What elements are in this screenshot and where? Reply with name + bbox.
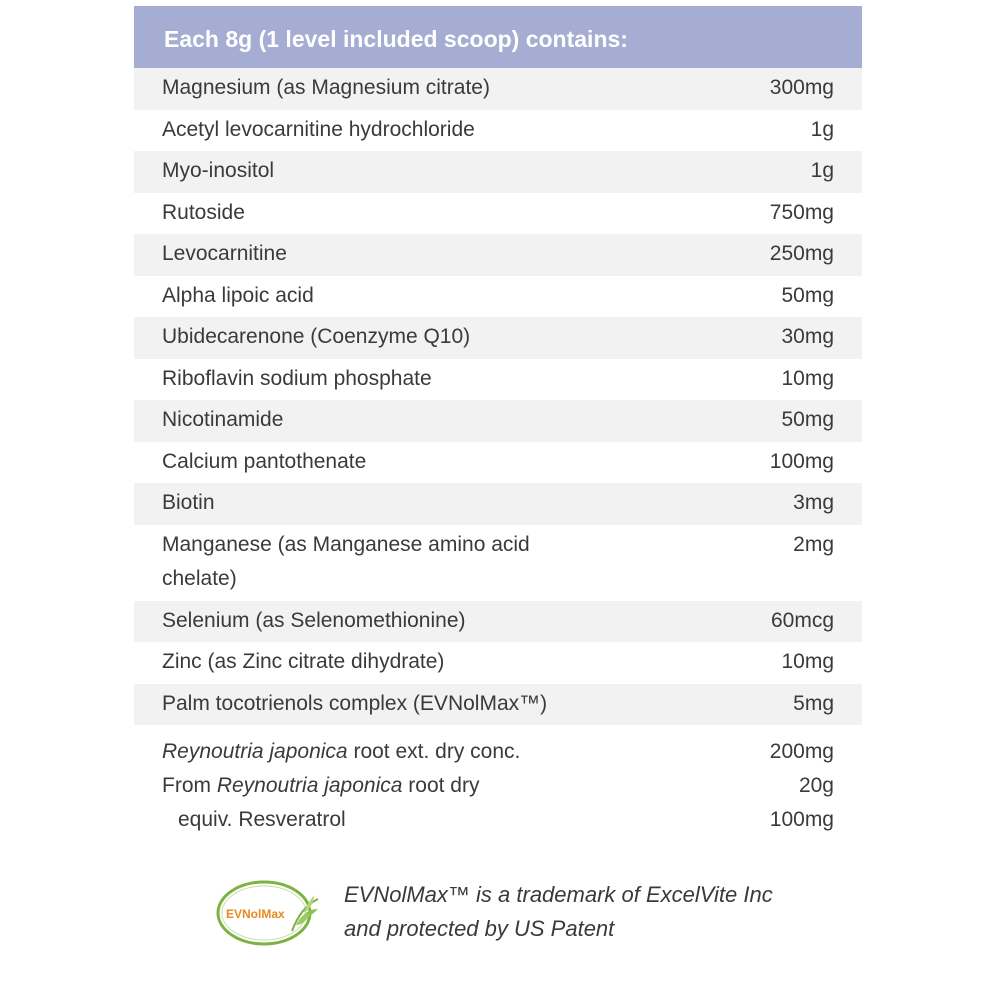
ingredient-amount: 3mg: [793, 491, 834, 514]
table-row: [134, 110, 862, 152]
table-row: [134, 601, 862, 643]
ingredient-amount: 10mg: [781, 366, 834, 390]
patent-line: and protected by US Patent: [344, 916, 615, 941]
ingredient-name: Magnesium (as Magnesium citrate): [162, 76, 490, 99]
trademark-footer: [214, 872, 814, 952]
ingredient-name: Levocarnitine: [162, 242, 287, 265]
table-row: [134, 234, 862, 276]
ingredient-amount: 100mg: [769, 449, 834, 473]
ingredient-name: Selenium (as Selenomethionine): [162, 608, 466, 632]
sub-line-resveratrol: [162, 803, 834, 837]
trademark-note: [344, 878, 773, 946]
table-header: Each 8g (1 level included scoop) contains:: [134, 6, 862, 68]
ingredient-name: Calcium pantothenate: [162, 449, 367, 473]
ingredient-name: Acetyl levocarnitine hydrochloride: [162, 117, 475, 141]
ingredients-table: [134, 6, 862, 829]
table-row: [134, 68, 862, 110]
table-row: [134, 276, 862, 318]
table-row: [134, 525, 862, 601]
ingredient-name: Reynoutria japonica root ext. dry conc.: [162, 740, 521, 763]
table-row: [134, 151, 862, 193]
ingredient-amount: 60mcg: [770, 608, 834, 632]
ingredient-amount: 2mg: [793, 532, 834, 556]
table-row: [134, 642, 862, 684]
ingredient-amount: 20g: [798, 774, 834, 797]
table-row: [134, 359, 862, 401]
ingredient-amount: 1g: [810, 117, 834, 141]
ingredient-name: From Reynoutria japonica root dry: [162, 774, 480, 797]
ingredient-name: Ubidecarenone (Coenzyme Q10): [162, 325, 471, 348]
ingredient-amount: 250mg: [769, 242, 834, 265]
table-row: [134, 400, 862, 442]
ingredient-name: Biotin: [162, 491, 215, 514]
table-row-resveratrol: [134, 725, 862, 829]
ingredient-name: Manganese (as Manganese amino acid chelate): [162, 532, 530, 590]
ingredient-name: Myo-inositol: [162, 159, 275, 182]
logo-text: EVNolMax: [226, 907, 285, 921]
ingredient-amount: 100mg: [769, 808, 834, 831]
table-row: [134, 442, 862, 484]
ingredient-amount: 750mg: [769, 200, 834, 224]
ingredient-amount: 200mg: [769, 740, 834, 763]
ingredient-name: equiv. Resveratrol: [178, 808, 346, 831]
table-row: [134, 193, 862, 235]
ingredient-amount: 5mg: [793, 691, 834, 715]
ingredient-name: Riboflavin sodium phosphate: [162, 366, 432, 390]
leaf-logo-icon: [214, 875, 322, 949]
ingredient-amount: 10mg: [781, 650, 834, 673]
sub-line-extract: [162, 735, 834, 769]
table-row: [134, 684, 862, 726]
trademark-line: EVNolMax™ is a trademark of ExcelVite Inc: [344, 882, 773, 907]
ingredient-name: Alpha lipoic acid: [162, 283, 314, 307]
table-row: [134, 317, 862, 359]
ingredient-name: Rutoside: [162, 200, 245, 224]
ingredient-name: Zinc (as Zinc citrate dihydrate): [162, 650, 445, 673]
ingredient-amount: 30mg: [781, 325, 834, 348]
ingredient-amount: 300mg: [769, 76, 834, 99]
ingredient-amount: 50mg: [781, 283, 834, 307]
ingredient-amount: 1g: [810, 159, 834, 182]
ingredient-name: Palm tocotrienols complex (EVNolMax™): [162, 691, 548, 715]
sub-line-equivalent: [162, 769, 834, 803]
ingredient-name: Nicotinamide: [162, 408, 284, 431]
table-row: [134, 483, 862, 525]
ingredient-amount: 50mg: [781, 408, 834, 431]
